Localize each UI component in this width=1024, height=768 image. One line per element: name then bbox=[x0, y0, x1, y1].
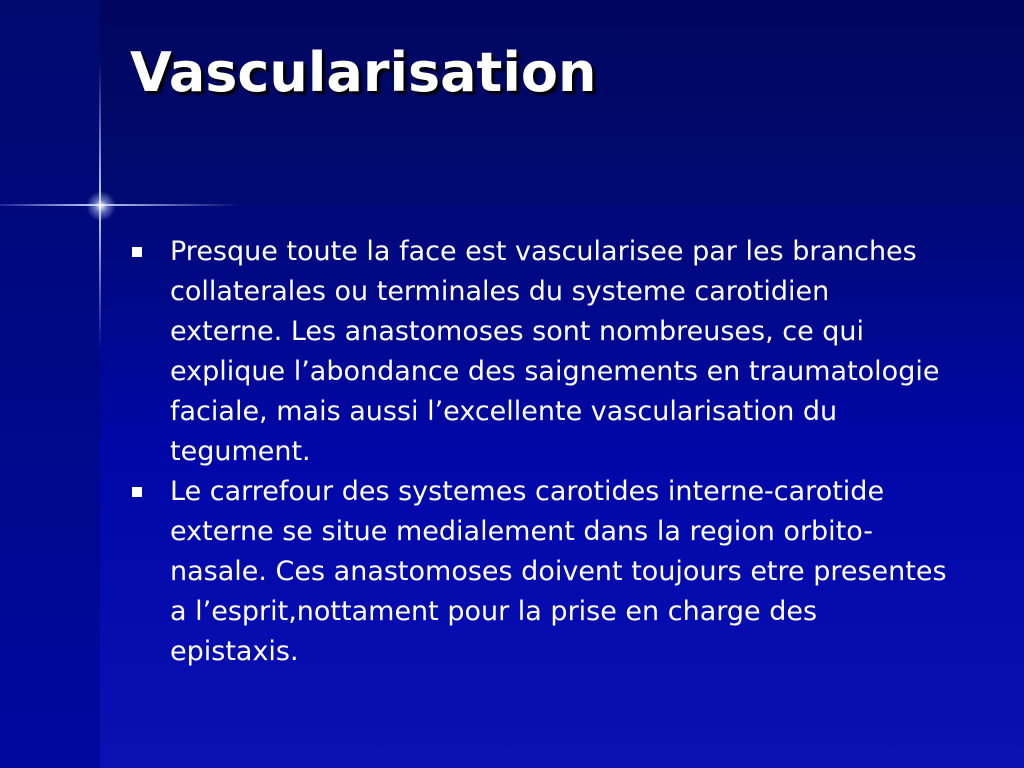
left-band bbox=[0, 205, 100, 768]
bullet-list bbox=[130, 232, 950, 672]
bullet-text: Le carrefour des systemes carotides interne-carotide externe se situe medialement dans la region orbito-nasale. Ces anastomoses doivent toujours etre presentes a l’esprit,nottament pour la prise en charge des epistaxis. bbox=[170, 476, 947, 667]
bullet-item bbox=[130, 232, 950, 472]
bullet-item bbox=[130, 472, 950, 672]
square-bullet-icon bbox=[132, 247, 142, 257]
square-bullet-icon bbox=[132, 487, 142, 497]
horizontal-accent-line bbox=[0, 204, 240, 206]
slide-title: Vascularisation bbox=[130, 41, 597, 104]
sparkle-icon bbox=[86, 191, 116, 221]
bullet-text: Presque toute la face est vascularisee par les branches collaterales ou terminales du systeme carotidien externe. Les anastomoses sont nombreuses, ce qui explique l’abondance des saignements en traumatologie faciale, mais aussi l’excellente vascularisation du tegument. bbox=[170, 236, 940, 467]
